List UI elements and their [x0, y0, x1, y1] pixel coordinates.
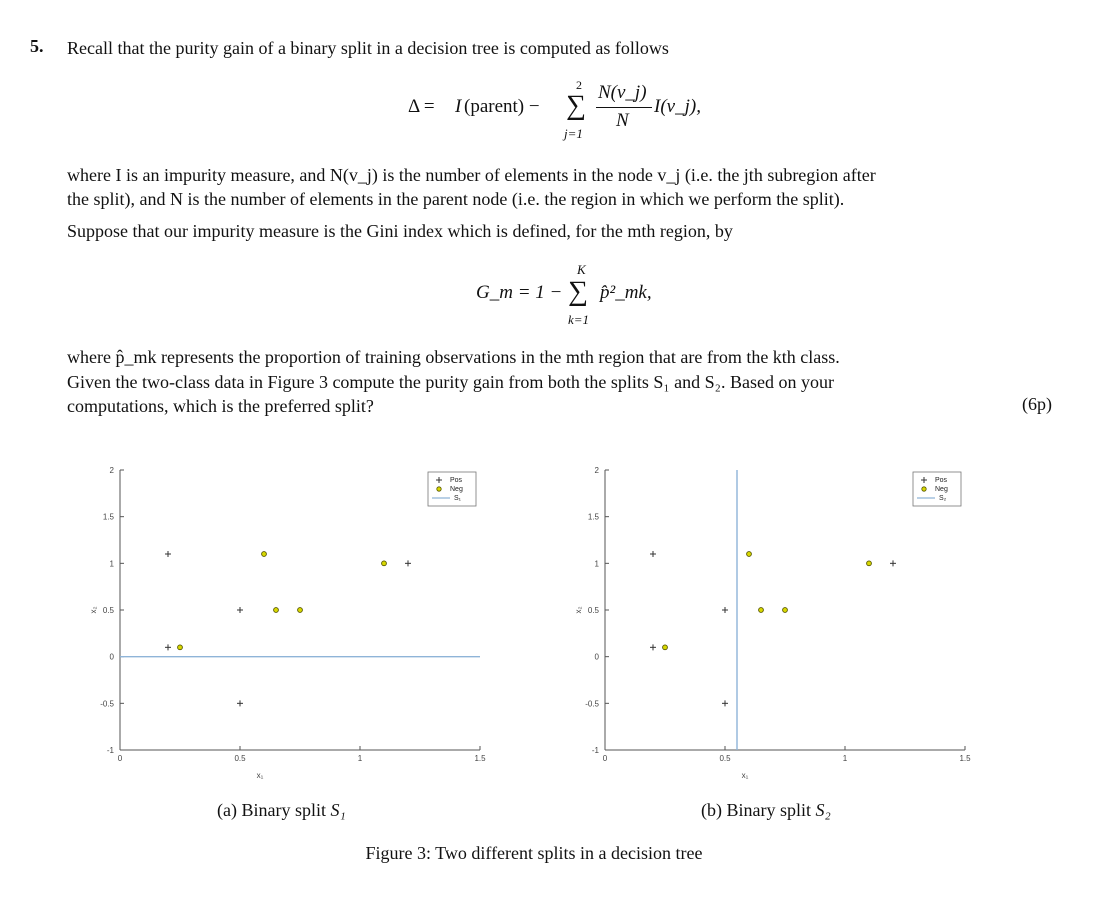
neg-point [274, 608, 279, 613]
plot-b-container [565, 460, 985, 790]
pos-point [722, 607, 728, 613]
question-number: 5. [30, 36, 44, 56]
formula1-impurity-symbol: I [455, 96, 462, 117]
formula2-lhs: G_m = 1 − [476, 282, 563, 303]
x-axis-label: x₁ [741, 771, 749, 780]
x-tick-label: 0 [117, 754, 123, 763]
gini-formula [476, 258, 676, 330]
y-tick-label: 2 [594, 466, 599, 475]
legend-split-label: S₁ [454, 495, 462, 502]
formula1-sum-symbol: ∑ [566, 90, 586, 121]
purity-gain-formula [408, 76, 728, 146]
pos-point [237, 700, 243, 706]
formula2-sum-lower: k=1 [568, 312, 590, 327]
y-tick-label: 0 [594, 652, 599, 662]
x-tick-label: 1.5 [959, 754, 971, 763]
neg-point [759, 608, 764, 613]
scatter-plot-split-s1 [80, 460, 500, 790]
formula1-sum-upper: 2 [576, 78, 582, 92]
figure-caption: Figure 3: Two different splits in a decision tree [365, 843, 703, 863]
legend-pos-label: Pos [450, 477, 463, 484]
where2-line-1: where p̂_mk represents the proportion of training observations in the mth region that are from the kth class. [67, 347, 840, 367]
x-tick-label: 0.5 [719, 754, 731, 763]
question-intro: Recall that the purity gain of a binary split in a decision tree is computed as follows [67, 38, 669, 58]
where2-line-2: Given the two-class data in Figure 3 compute the purity gain from both the splits S₁ and S₂. Based on your [67, 372, 834, 392]
plot-a-container [80, 460, 500, 790]
neg-point [747, 552, 752, 557]
y-tick-label: 1 [594, 559, 599, 569]
pos-point [165, 551, 171, 557]
legend-neg-marker [922, 487, 926, 491]
formula1-denominator: N [616, 110, 629, 131]
pos-point [650, 644, 656, 650]
neg-point [663, 645, 668, 650]
neg-point [298, 608, 303, 613]
pos-point [650, 551, 656, 557]
formula1-sum-lower: j=1 [564, 126, 583, 141]
y-tick-label: 0 [109, 652, 114, 662]
pos-point [890, 560, 896, 566]
x-tick-label: 1 [842, 754, 848, 763]
subcaption-a-prefix: (a) Binary split [217, 800, 331, 820]
formula1-lhs: Δ = [408, 96, 435, 117]
neg-point [262, 552, 267, 557]
where-line-1: where I is an impurity measure, and N(v_j) is the number of elements in the node v_j (i.e. the jth subregion after [67, 165, 876, 185]
y-tick-label: 1 [109, 559, 114, 569]
where2-line-3: computations, which is the preferred split? [67, 396, 374, 416]
y-tick-label: 1.5 [587, 512, 599, 522]
subcaption-b-symbol: S₂ [815, 800, 831, 820]
x-tick-label: 1.5 [474, 754, 486, 763]
y-tick-label: 1.5 [102, 512, 114, 522]
x-axis-label: x₁ [256, 771, 264, 780]
pos-point [722, 700, 728, 706]
pos-point [165, 644, 171, 650]
pos-point [237, 607, 243, 613]
legend-pos-label: Pos [935, 477, 948, 484]
subcaption-b-prefix: (b) Binary split [701, 800, 816, 820]
y-axis-label: x₂ [89, 606, 98, 614]
scatter-plot-split-s2 [565, 460, 985, 790]
y-tick-label: -1 [591, 746, 599, 755]
points-label: (6p) [1022, 394, 1052, 414]
formula1-parent: (parent) − [464, 96, 540, 117]
subcaption-a [217, 800, 346, 821]
legend-neg-label: Neg [935, 486, 948, 493]
y-tick-label: -0.5 [100, 699, 114, 709]
formula2-sum-upper: K [577, 262, 586, 277]
y-tick-label: 0.5 [587, 606, 599, 615]
pos-point [405, 560, 411, 566]
legend-split-label: S₂ [939, 495, 947, 502]
formula2-term: p̂²_mk, [600, 282, 652, 303]
legend-neg-marker [437, 487, 441, 491]
where-line-2: the split), and N is the number of elements in the parent node (i.e. the region in which we perform the split). [67, 189, 845, 209]
y-axis-label: x₂ [574, 606, 583, 614]
subcaption-b [701, 800, 831, 821]
legend-neg-label: Neg [450, 486, 463, 493]
x-tick-label: 1 [357, 754, 363, 763]
x-tick-label: 0.5 [234, 754, 246, 763]
x-tick-label: 0 [602, 754, 608, 763]
y-tick-label: 2 [109, 466, 114, 475]
subcaption-a-symbol: S₁ [330, 800, 346, 820]
neg-point [178, 645, 183, 650]
neg-point [867, 561, 872, 566]
neg-point [382, 561, 387, 566]
formula1-tail: I(v_j), [654, 96, 701, 117]
formula1-numerator: N(v_j) [598, 82, 647, 103]
y-tick-label: -0.5 [585, 699, 599, 709]
formula2-sum-symbol: ∑ [568, 276, 588, 307]
formula1-fraction-bar [596, 107, 652, 108]
neg-point [783, 608, 788, 613]
y-tick-label: 0.5 [102, 606, 114, 615]
suppose-line: Suppose that our impurity measure is the Gini index which is defined, for the mth region, by [67, 221, 733, 241]
y-tick-label: -1 [106, 746, 114, 755]
